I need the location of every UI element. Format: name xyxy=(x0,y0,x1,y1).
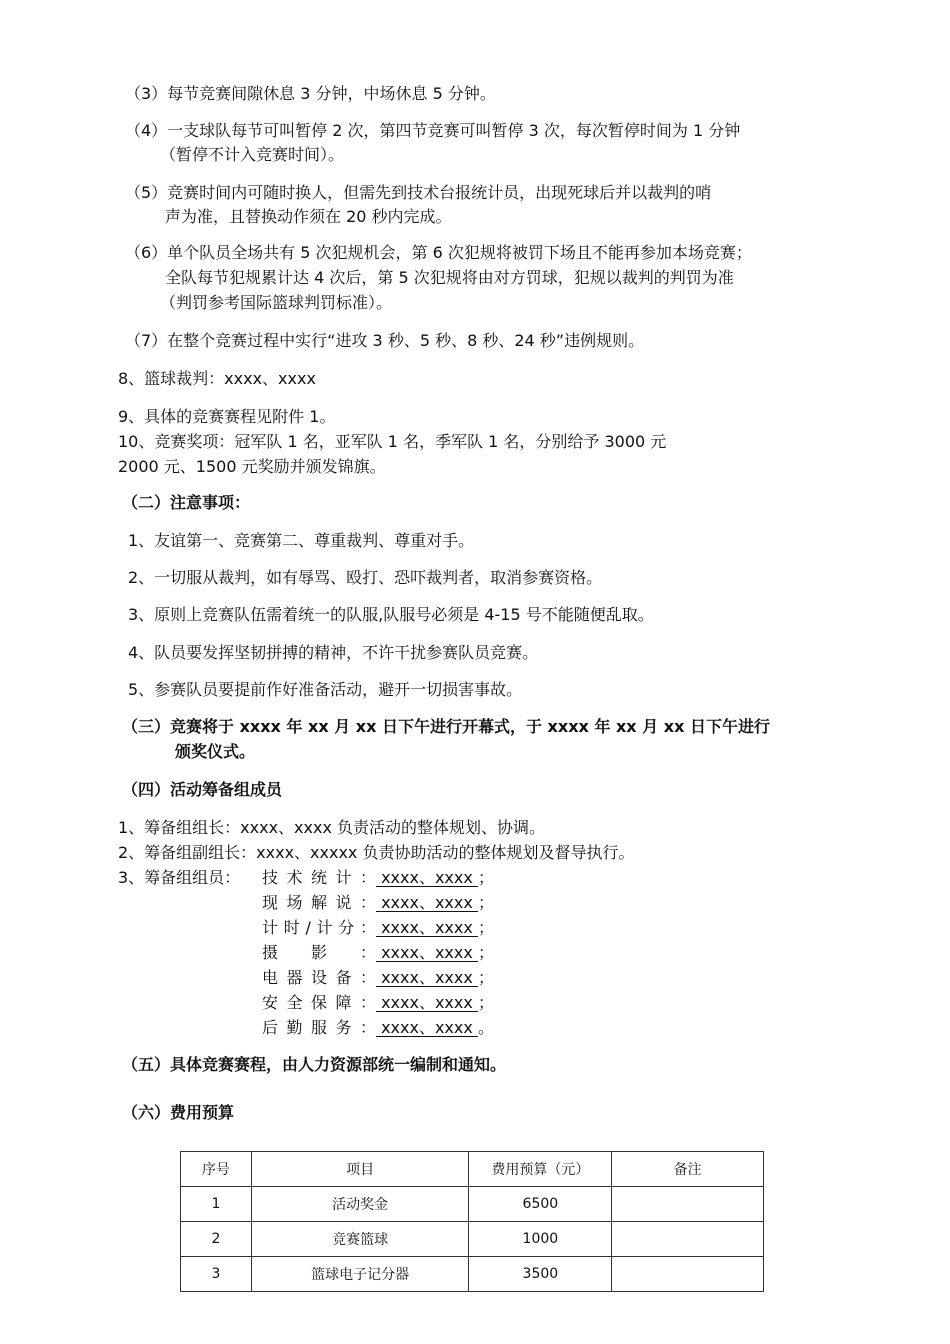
section-2-heading: （二）注意事项： xyxy=(122,493,251,512)
notice-item-1: 1、友谊第一、竞赛第二、尊重裁判、尊重对手。 xyxy=(128,531,475,550)
member-row: 后勤服务： xxxx、xxxx 。 xyxy=(262,1018,494,1037)
cell-remark xyxy=(612,1257,764,1292)
member-names: xxxx、xxxx xyxy=(376,1018,478,1037)
cell-item: 竞赛篮球 xyxy=(251,1222,469,1257)
cell-remark xyxy=(612,1222,764,1257)
col-header-budget: 费用预算（元） xyxy=(469,1152,612,1187)
item-schedule: 9、具体的竞赛赛程见附件 1。 xyxy=(118,407,336,426)
member-role: 电器设备： xyxy=(262,968,376,987)
member-names: xxxx、xxxx xyxy=(376,993,478,1012)
rule-4-line-2: （暂停不计入竞赛时间）。 xyxy=(160,145,345,164)
member-role: 摄影： xyxy=(262,943,376,962)
col-header-item: 项目 xyxy=(251,1152,469,1187)
member-role: 安全保障： xyxy=(262,993,376,1012)
section-5-heading: （五）具体竞赛赛程，由人力资源部统一编制和通知。 xyxy=(122,1055,507,1074)
member-names: xxxx、xxxx xyxy=(376,918,478,937)
table-row xyxy=(181,1257,764,1292)
item-referee: 8、篮球裁判：xxxx、xxxx xyxy=(118,369,316,388)
rule-7: （7）在整个竞赛过程中实行“进攻 3 秒、5 秒、8 秒、24 秒”违例规则。 xyxy=(125,331,645,350)
rule-6-line-3: （判罚参考国际篮球判罚标准）。 xyxy=(160,293,393,312)
member-role: 技术统计： xyxy=(262,868,376,887)
cell-item: 篮球电子记分器 xyxy=(251,1257,469,1292)
member-row: 技术统计： xxxx、xxxx ； xyxy=(262,868,494,887)
section-3-line-2: 颁奖仪式。 xyxy=(175,742,256,761)
member-names: xxxx、xxxx xyxy=(376,968,478,987)
member-row: 安全保障： xxxx、xxxx ； xyxy=(262,993,494,1012)
rule-6-line-1: （6）单个队员全场共有 5 次犯规机会，第 6 次犯规将被罚下场且不能再参加本场竞赛； xyxy=(125,243,752,262)
rule-3: （3）每节竞赛间隙休息 3 分钟，中场休息 5 分钟。 xyxy=(125,84,496,103)
member-names: xxxx、xxxx xyxy=(376,868,478,887)
prep-deputy: 2、筹备组副组长：xxxx、xxxxx 负责协助活动的整体规划及督导执行。 xyxy=(118,843,635,862)
section-6-heading: （六）费用预算 xyxy=(122,1103,235,1122)
item-awards-line-1: 10、竞赛奖项：冠军队 1 名，亚军队 1 名，季军队 1 名，分别给予 3000 元 xyxy=(118,432,667,451)
member-row: 摄影： xxxx、xxxx ； xyxy=(262,943,494,962)
notice-item-2: 2、一切服从裁判，如有辱骂、殴打、恐吓裁判者，取消参赛资格。 xyxy=(128,568,603,587)
member-names: xxxx、xxxx xyxy=(376,943,478,962)
cell-budget: 3500 xyxy=(469,1257,612,1292)
notice-item-4: 4、队员要发挥坚韧拼搏的精神，不许干扰参赛队员竞赛。 xyxy=(128,643,539,662)
member-row: 电器设备： xxxx、xxxx ； xyxy=(262,968,494,987)
section-4-heading: （四）活动筹备组成员 xyxy=(122,780,283,799)
rule-5-line-2: 声为准，且替换动作须在 20 秒内完成。 xyxy=(165,207,452,226)
section-3-line-1: （三）竞赛将于 xxxx 年 xx 月 xx 日下午进行开幕式，于 xxxx 年 xx 月 xx 日下午进行 xyxy=(122,717,770,736)
col-header-index: 序号 xyxy=(181,1152,252,1187)
cell-index: 1 xyxy=(181,1187,252,1222)
cell-index: 3 xyxy=(181,1257,252,1292)
member-row: 现场解说： xxxx、xxxx ； xyxy=(262,893,494,912)
prep-leader: 1、筹备组组长：xxxx、xxxx 负责活动的整体规划、协调。 xyxy=(118,818,546,837)
member-names: xxxx、xxxx xyxy=(376,893,478,912)
cell-index: 2 xyxy=(181,1222,252,1257)
cell-budget: 6500 xyxy=(469,1187,612,1222)
cell-item: 活动奖金 xyxy=(251,1187,469,1222)
notice-item-5: 5、参赛队员要提前作好准备活动，避开一切损害事故。 xyxy=(128,680,523,699)
member-role: 计时/计分： xyxy=(262,918,376,937)
cell-budget: 1000 xyxy=(469,1222,612,1257)
notice-item-3: 3、原则上竞赛队伍需着统一的队服,队服号必须是 4-15 号不能随便乱取。 xyxy=(128,605,654,624)
prep-members-label: 3、筹备组组员： xyxy=(118,868,241,887)
cell-remark xyxy=(612,1187,764,1222)
member-role: 后勤服务： xyxy=(262,1018,376,1037)
budget-table xyxy=(180,1151,764,1292)
member-role: 现场解说： xyxy=(262,893,376,912)
rule-5-line-1: （5）竞赛时间内可随时换人，但需先到技术台报统计员，出现死球后并以裁判的哨 xyxy=(125,183,712,202)
rule-6-line-2: 全队每节犯规累计达 4 次后，第 5 次犯规将由对方罚球，犯规以裁判的判罚为准 xyxy=(165,268,734,287)
rule-4-line-1: （4）一支球队每节可叫暂停 2 次，第四节竞赛可叫暂停 3 次，每次暂停时间为 1 分钟 xyxy=(125,121,741,140)
member-row: 计时/计分： xxxx、xxxx ； xyxy=(262,918,494,937)
table-header-row xyxy=(181,1152,764,1187)
table-row xyxy=(181,1222,764,1257)
item-awards-line-2: 2000 元、1500 元奖励并颁发锦旗。 xyxy=(118,457,386,476)
col-header-remark: 备注 xyxy=(612,1152,764,1187)
table-row xyxy=(181,1187,764,1222)
